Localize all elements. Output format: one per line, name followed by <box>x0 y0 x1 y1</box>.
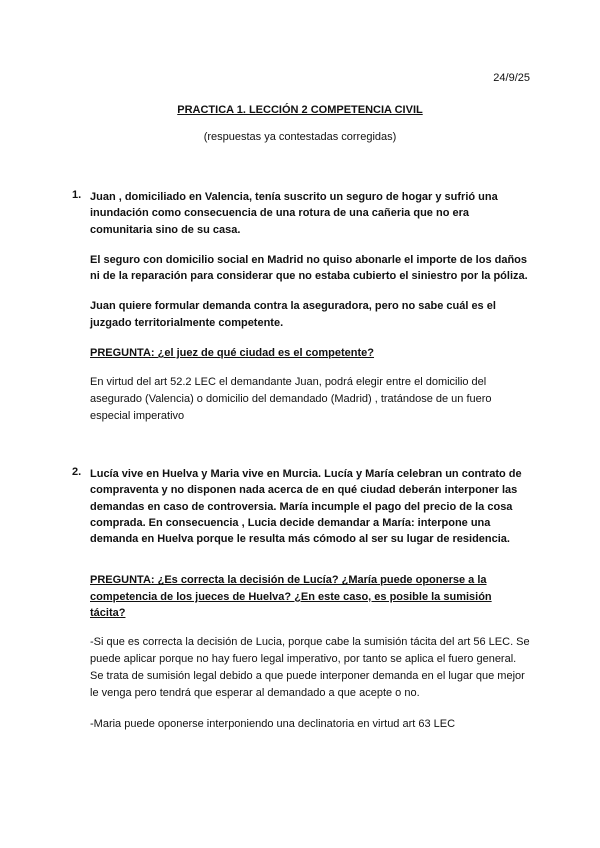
question-2-answer-1: -Si que es correcta la decisión de Lucia, porque cabe la sumisión tácita del art 56 LEC. Se puede aplicar porque no hay fuero legal imperativo, por tanto se aplica el fuero general. Se trata de sumisión legal debido a que puede interponer demanda en el lugar que mejor le venga pero tendrá que esperar al demandado a que acepte o no. <box>90 636 530 700</box>
question-2 <box>72 466 530 747</box>
question-1-paragraph-3: Juan quiere formular demanda contra la aseguradora, pero no sabe cuál es el juzgado territorialmente competente. <box>90 300 496 329</box>
question-2-paragraph-1: Lucía vive en Huelva y Maria vive en Murcia. Lucía y María celebran un contrato de compraventa y no disponen nada acerca de en qué ciudad deberán interponer las demandas en caso de controversia. María incumple el pago del precio de la cosa comprada. En consecuencia , Lucia decide demandar a María: interpone una demanda en Huelva porque le resulta más cómodo al ser su lugar de residencia. <box>90 468 522 546</box>
question-1-number: 1. <box>72 189 82 201</box>
question-2-number: 2. <box>72 466 82 478</box>
question-2-answer-2: -Maria puede oponerse interponiendo una declinatoria en virtud art 63 LEC <box>90 718 456 731</box>
question-1-answer-1: En virtud del art 52.2 LEC el demandante Juan, podrá elegir entre el domicilio del asegurado (Valencia) o domicilio del demandado (Madrid) , tratándose de un fuero especial imperativo <box>90 376 492 423</box>
question-1-paragraph-2: El seguro con domicilio social en Madrid no quiso abonarle el importe de los daños ni de la reparación para considerar que no estaba cubierto el siniestro por la póliza. <box>90 253 528 283</box>
document-subtitle: (respuestas ya contestadas corregidas) <box>203 131 397 143</box>
document-title: PRACTICA 1. LECCIÓN 2 COMPETENCIA CIVIL <box>177 104 423 116</box>
document-date: 24/9/25 <box>493 72 530 84</box>
question-2-prompt: PREGUNTA: ¿Es correcta la decisión de Lucía? ¿María puede oponerse a la competencia de los jueces de Huelva? ¿En este caso, es posible la sumisión tácita? <box>90 574 492 620</box>
question-1-paragraph-1: Juan , domiciliado en Valencia, tenía suscrito un seguro de hogar y sufrió una inundación como consecuencia de una rotura de una cañeria que no era comunitaria sino de su casa. <box>90 191 498 236</box>
question-1 <box>72 189 530 439</box>
question-1-prompt: PREGUNTA: ¿el juez de qué ciudad es el competente? <box>90 347 375 360</box>
